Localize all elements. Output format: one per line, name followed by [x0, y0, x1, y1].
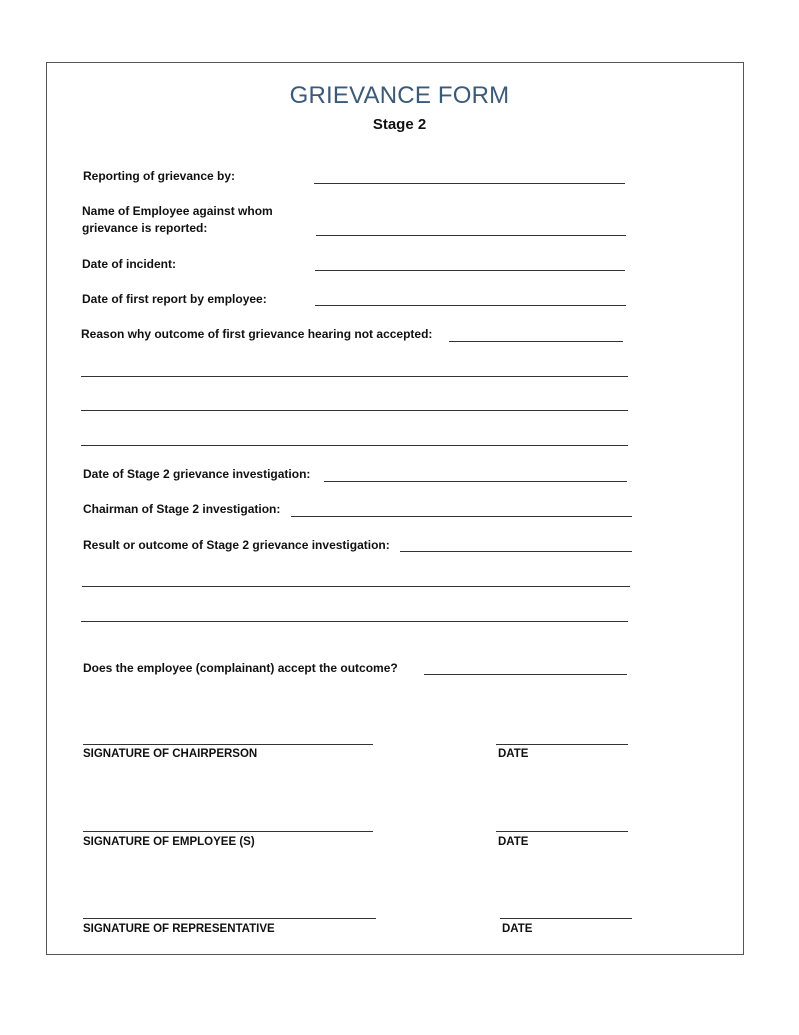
employee-date-line[interactable]: [496, 831, 628, 832]
form-subtitle: Stage 2: [372, 116, 427, 133]
representative-signature-line[interactable]: [83, 918, 376, 919]
result-line-1[interactable]: [82, 586, 630, 587]
date-incident-label: Date of incident:: [82, 257, 177, 271]
chairman-stage2-label: Chairman of Stage 2 investigation:: [83, 502, 281, 516]
form-title: GRIEVANCE FORM: [289, 82, 510, 109]
result-line-inline[interactable]: [400, 551, 632, 552]
accept-outcome-label: Does the employee (complainant) accept the outcome?: [83, 661, 398, 675]
reason-line-1[interactable]: [81, 376, 628, 377]
result-stage2-label: Result or outcome of Stage 2 grievance investigation:: [83, 538, 390, 552]
employee-signature-line[interactable]: [83, 831, 373, 832]
chairperson-signature-line[interactable]: [83, 744, 373, 745]
chairman-stage2-line[interactable]: [291, 516, 632, 517]
date-first-report-label: Date of first report by employee:: [82, 292, 267, 306]
date-stage2-label: Date of Stage 2 grievance investigation:: [83, 467, 311, 481]
reason-not-accepted-label: Reason why outcome of first grievance hearing not accepted:: [81, 327, 433, 341]
chairperson-signature-label: SIGNATURE OF CHAIRPERSON: [83, 748, 258, 760]
result-line-2[interactable]: [81, 621, 628, 622]
reporting-by-label: Reporting of grievance by:: [83, 169, 236, 183]
representative-date-line[interactable]: [500, 918, 632, 919]
date-incident-line[interactable]: [315, 270, 625, 271]
reason-line-2[interactable]: [81, 410, 628, 411]
reason-line-3[interactable]: [81, 445, 628, 446]
accept-outcome-line[interactable]: [424, 674, 627, 675]
reporting-by-line[interactable]: [314, 183, 625, 184]
date-stage2-line[interactable]: [324, 481, 627, 482]
chairperson-date-line[interactable]: [496, 744, 628, 745]
date-first-report-line[interactable]: [315, 305, 626, 306]
chairperson-date-label: DATE: [498, 748, 529, 760]
employee-signature-label: SIGNATURE OF EMPLOYEE (S): [83, 836, 255, 848]
employee-date-label: DATE: [498, 836, 529, 848]
employee-against-label-2: grievance is reported:: [82, 221, 208, 235]
employee-against-line[interactable]: [316, 235, 626, 236]
representative-signature-label: SIGNATURE OF REPRESENTATIVE: [83, 923, 275, 935]
representative-date-label: DATE: [502, 923, 533, 935]
reason-line-inline[interactable]: [449, 341, 623, 342]
employee-against-label-1: Name of Employee against whom: [82, 204, 273, 218]
